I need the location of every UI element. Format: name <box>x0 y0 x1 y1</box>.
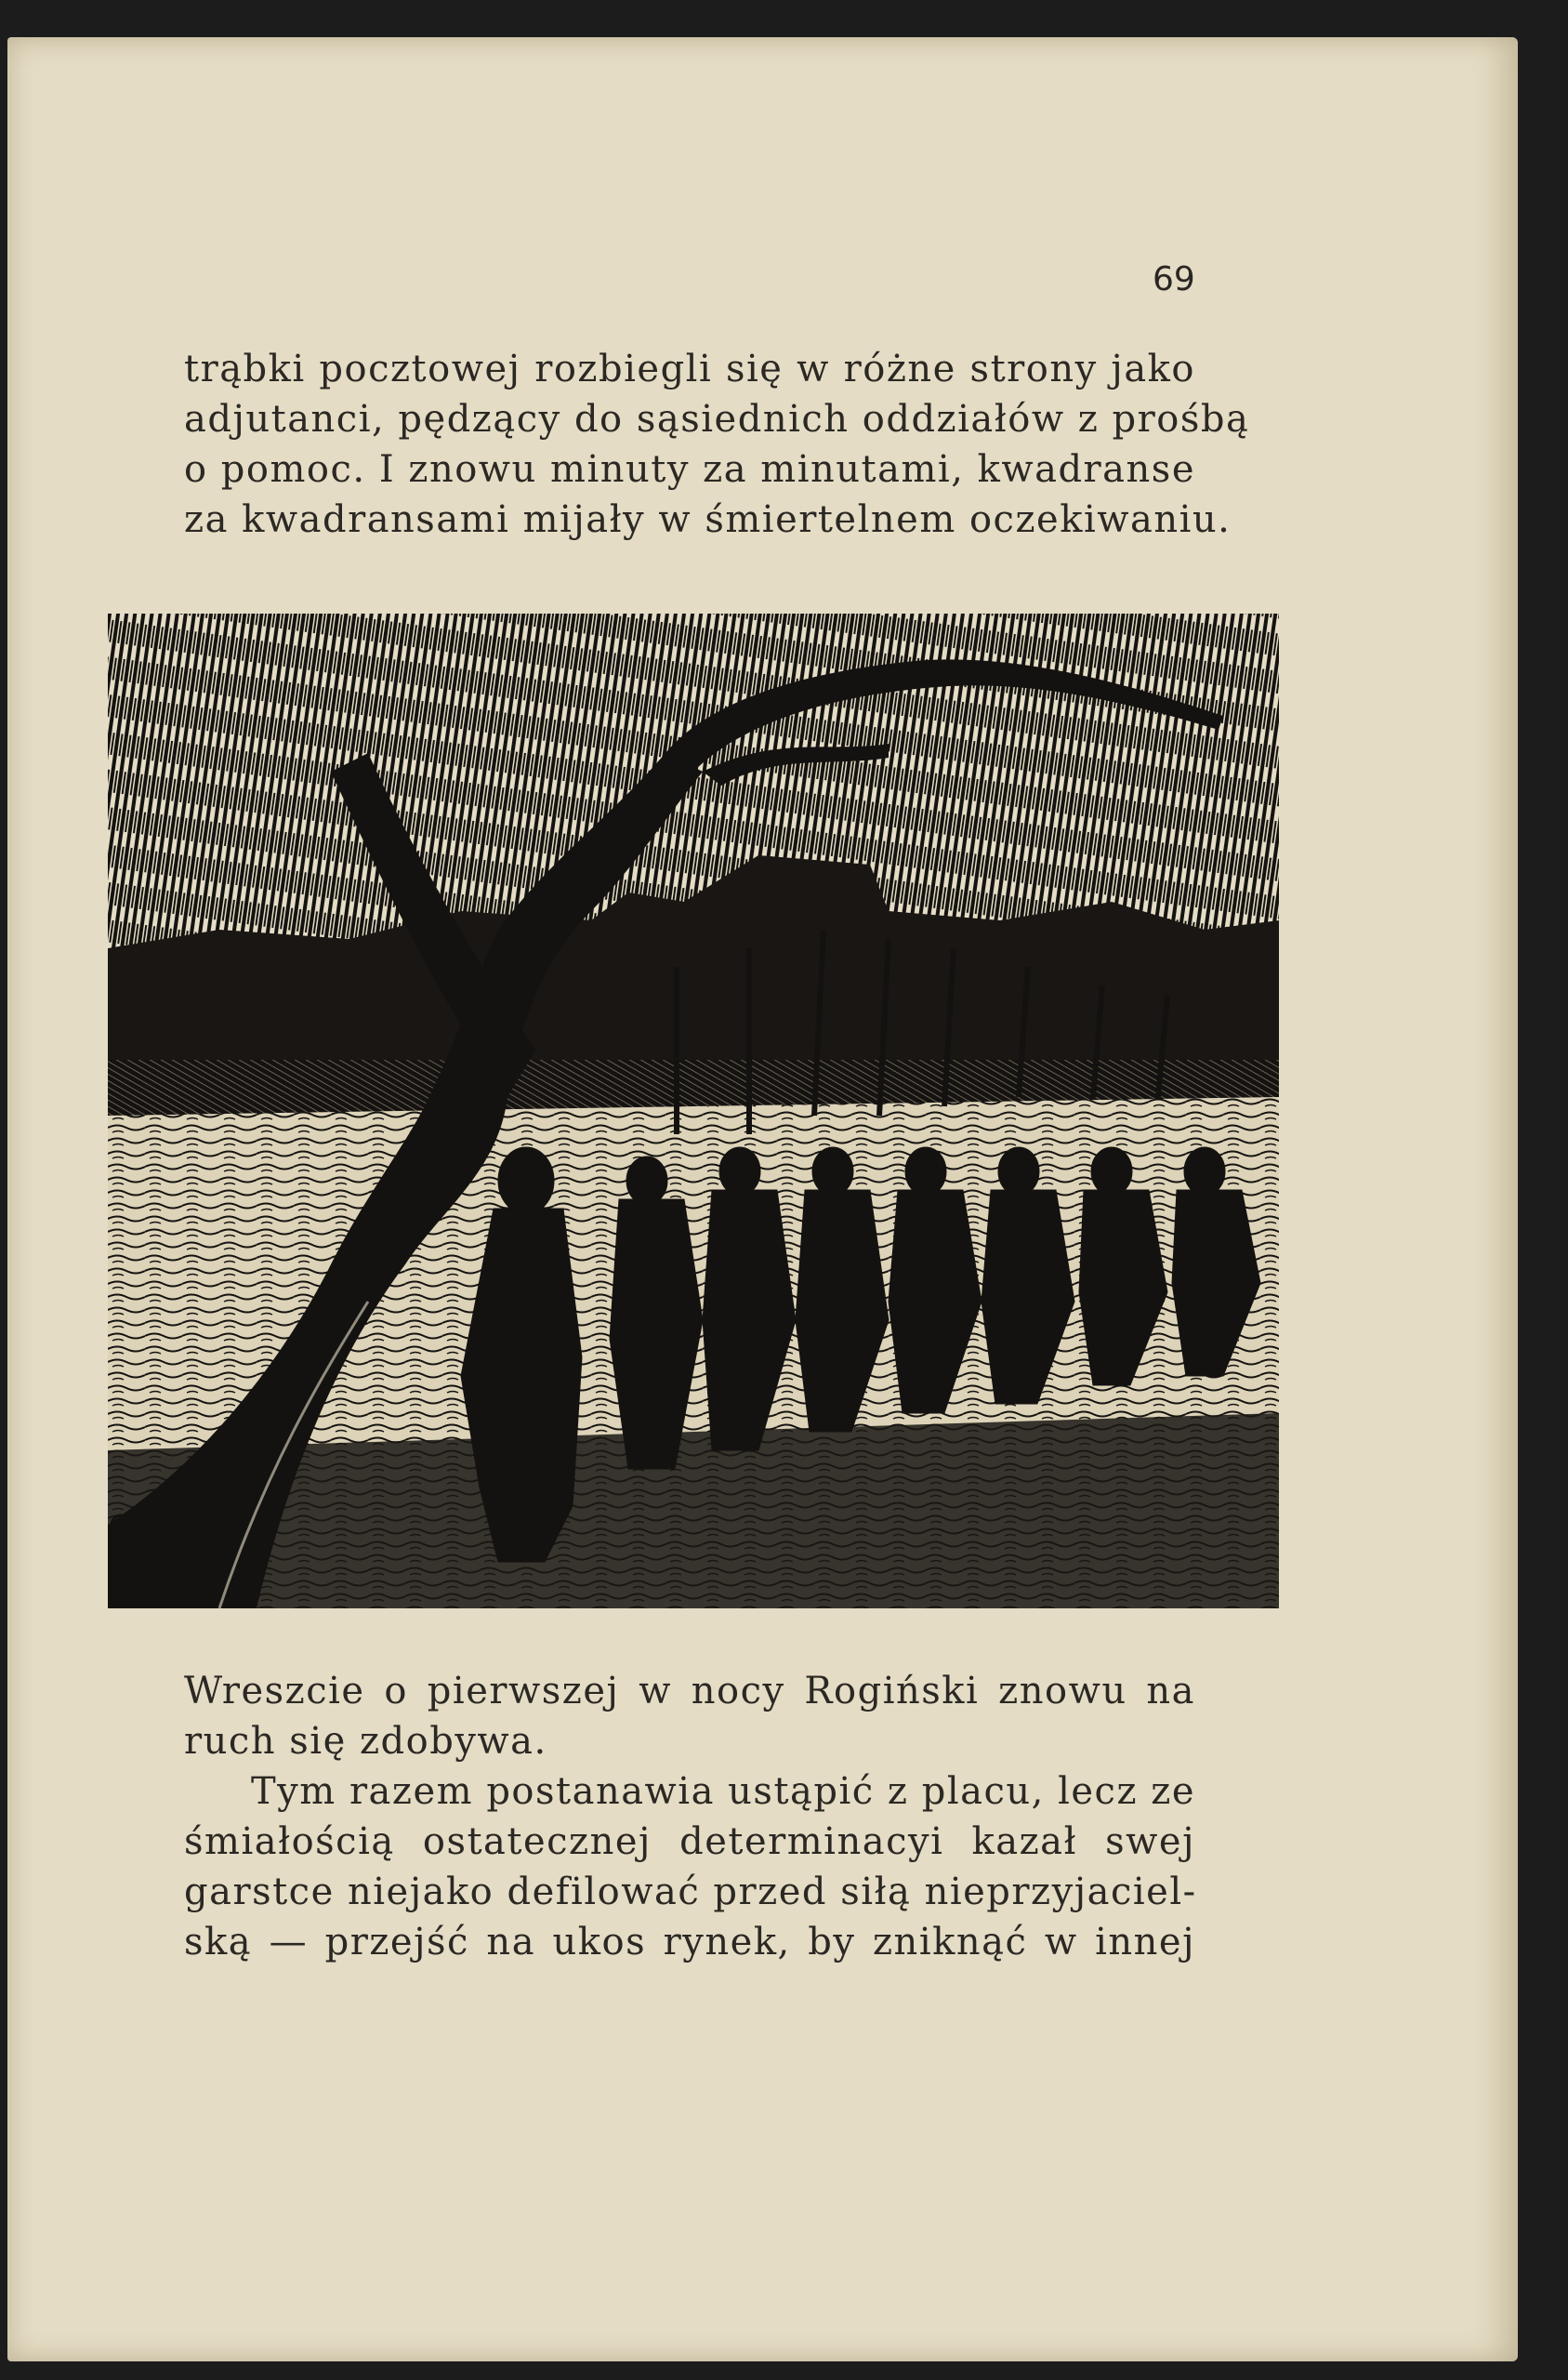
text-line: ską — przejść na ukos rynek, by zniknąć w innej <box>184 1921 1195 1964</box>
bottom-paragraph <box>184 1666 1195 1967</box>
text-line: garstce niejako defilować przed siłą nieprzyjaciel- <box>184 1871 1197 1913</box>
text-line: trąbki pocztowej rozbiegli się w różne strony jako <box>184 348 1195 390</box>
text-line: śmiałością ostatecznej determinacyi kazał swej <box>184 1820 1195 1863</box>
text-line: Wreszcie o pierwszej w nocy Rogiński znowu na <box>184 1670 1195 1712</box>
text-line: ruch się zdobywa. <box>184 1720 547 1763</box>
text-line: Tym razem postanawia ustąpić z placu, lecz ze <box>251 1770 1195 1813</box>
text-line: za kwadransami mijały w śmiertelnem oczekiwaniu. <box>184 498 1232 541</box>
page-number: 69 <box>1153 260 1195 298</box>
top-paragraph <box>184 344 1250 545</box>
text-line: o pomoc. I znowu minuty za minutami, kwadranse <box>184 448 1195 491</box>
woodcut-illustration <box>108 614 1279 1608</box>
text-line: adjutanci, pędzący do sąsiednich oddziałów z prośbą <box>184 398 1250 441</box>
book-page <box>7 37 1518 2361</box>
